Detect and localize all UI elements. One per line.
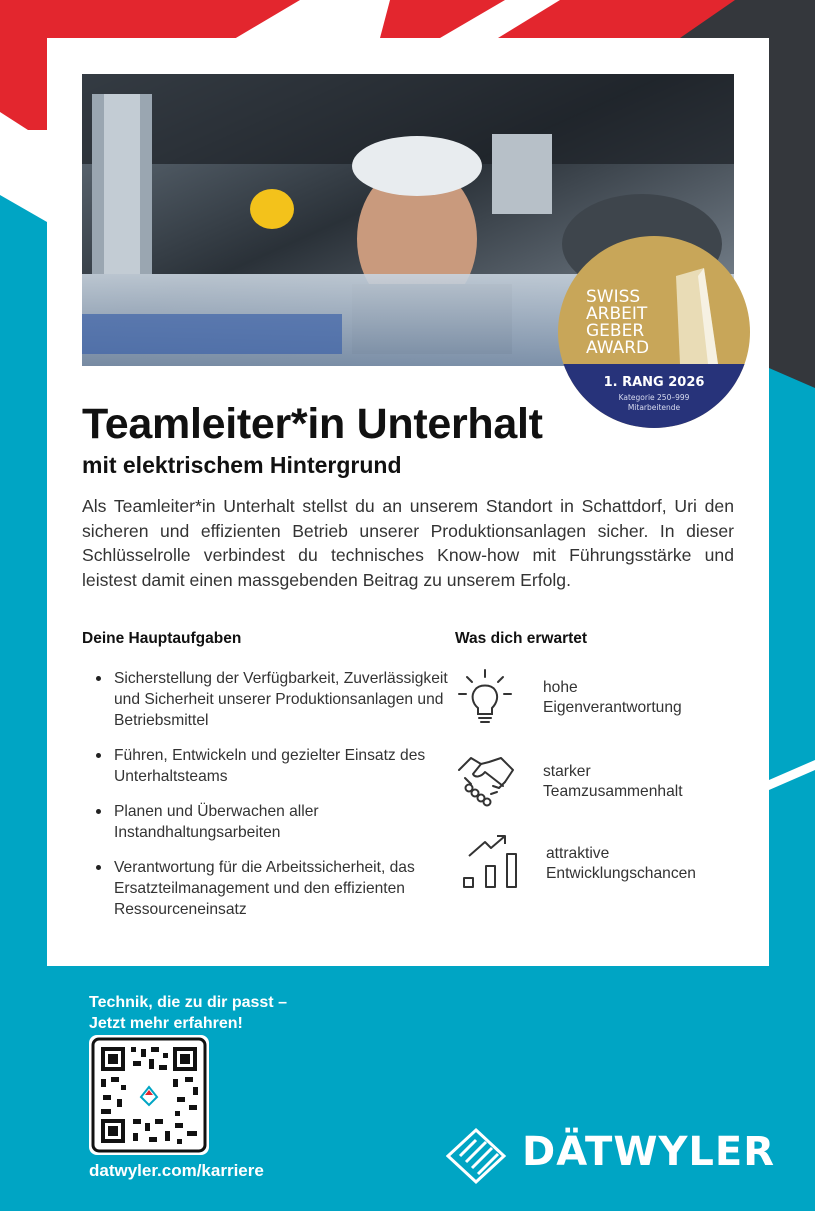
benefit-text: attraktive Entwicklungschancen	[546, 845, 696, 882]
growth-chart-icon	[455, 834, 521, 894]
benefit-item	[455, 668, 745, 734]
list-item: Verantwortung für die Arbeitssicherheit, das Ersatzteilmanagement und den effizienten Ressourceneinsatz	[114, 857, 454, 920]
datwyler-logo-text: DÄTWYLER	[522, 1129, 776, 1175]
award-category-2: Mitarbeitende	[627, 403, 681, 412]
award-line-4: AWARD	[586, 338, 650, 358]
benefit-item	[455, 834, 745, 900]
benefit-text: hohe Eigenverantwortung	[543, 679, 682, 716]
award-rank: 1. RANG 2026	[603, 375, 705, 390]
list-item: Planen und Überwachen aller Instandhaltungsarbeiten	[114, 801, 454, 843]
career-link[interactable]: datwyler.com/karriere	[89, 1161, 264, 1180]
job-intro: Als Teamleiter*in Unterhalt stellst du an unserem Standort in Schattdorf, Uri den sicheren und effizienten Betrieb unserer Produktionsanlagen sicher. In dieser Schlüsselrolle verbindest du technisches Know-how mit Führungsstärke und leistest damit einen massgebenden Beitrag zu unserem Erfolg.	[82, 496, 734, 590]
benefit-text: starker Teamzusammenhalt	[543, 763, 683, 800]
award-line-3: GEBER	[586, 321, 645, 341]
job-title: Teamleiter*in Unterhalt	[82, 400, 543, 448]
benefit-item	[455, 752, 745, 818]
benefits-heading: Was dich erwartet	[455, 630, 588, 647]
datwyler-logo-icon	[446, 1126, 512, 1186]
handshake-icon	[455, 752, 517, 812]
award-category: Kategorie 250–999	[618, 393, 690, 402]
qr-code[interactable]	[89, 1035, 209, 1155]
award-badge	[558, 236, 750, 428]
job-subtitle: mit elektrischem Hintergrund	[82, 452, 402, 478]
tasks-list	[94, 668, 454, 934]
award-line-1: SWISS	[586, 287, 641, 307]
list-item: Führen, Entwickeln und gezielter Einsatz des Unterhaltsteams	[114, 745, 454, 787]
cta-text: Technik, die zu dir passt – Jetzt mehr erfahren!	[89, 994, 287, 1032]
lightbulb-icon	[455, 668, 517, 728]
award-line-2: ARBEIT	[586, 304, 648, 324]
list-item: Sicherstellung der Verfügbarkeit, Zuverlässigkeit und Sicherheit unserer Produktionsanlagen und Betriebsmittel	[114, 668, 454, 731]
tasks-heading: Deine Hauptaufgaben	[82, 630, 242, 647]
